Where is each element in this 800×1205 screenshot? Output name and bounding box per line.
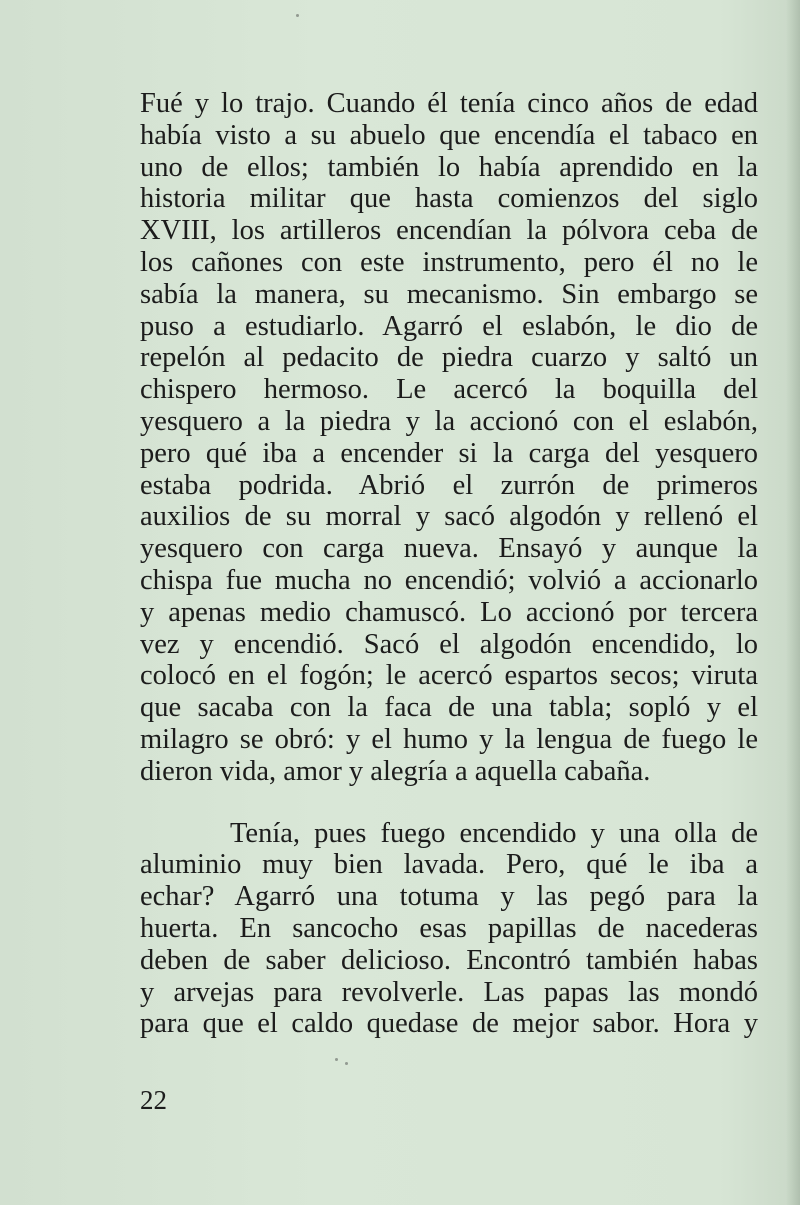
text-line: chispa fue mucha no encendió; volvió a accionarlo (140, 564, 758, 596)
text-line: colocó en el fogón; le acercó espartos secos; viruta (140, 660, 758, 692)
text-line: aluminio muy bien lavada. Pero, qué le iba a (140, 849, 758, 881)
text-line: auxilios de su morral y sacó algodón y rellenó el (140, 501, 758, 533)
text-line: XVIII, los artilleros encendían la pólvora ceba de (140, 215, 758, 247)
paper-speck (335, 1058, 338, 1061)
paragraph (140, 88, 758, 788)
text-line: deben de saber delicioso. Encontró también habas (140, 944, 758, 976)
text-line: repelón al pedacito de piedra cuarzo y saltó un (140, 342, 758, 374)
text-line: pero qué iba a encender si la carga del yesquero (140, 437, 758, 469)
text-line: milagro se obró: y el humo y la lengua de fuego le (140, 723, 758, 755)
text-line: Fué y lo trajo. Cuando él tenía cinco años de edad (140, 88, 758, 119)
text-line: dieron vida, amor y alegría a aquella cabaña. (140, 755, 651, 787)
text-line: vez y encendió. Sacó el algodón encendido, lo (140, 628, 758, 660)
text-line: y apenas medio chamuscó. Lo accionó por tercera (140, 596, 758, 628)
text-line: huerta. En sancocho esas papillas de nacederas (140, 912, 758, 944)
paragraph (140, 818, 758, 1041)
text-line: yesquero a la piedra y la accionó con el eslabón, (140, 405, 758, 437)
text-line: Tenía, pues fuego encendido y una olla de (230, 817, 758, 849)
text-line: yesquero con carga nueva. Ensayó y aunque la (140, 533, 758, 565)
paragraph-gap (140, 788, 758, 818)
page-number: 22 (140, 1085, 167, 1115)
paper-speck (296, 14, 299, 17)
text-line: echar? Agarró una totuma y las pegó para la (140, 881, 758, 913)
text-line: uno de ellos; también lo había aprendido en la (140, 151, 758, 183)
text-line: historia militar que hasta comienzos del siglo (140, 183, 758, 215)
text-line: que sacaba con la faca de una tabla; sopló y el (140, 692, 758, 724)
body-text (140, 88, 758, 1040)
page-edge-shadow (786, 0, 800, 1205)
text-line: los cañones con este instrumento, pero él no le (140, 246, 758, 278)
text-line: puso a estudiarlo. Agarró el eslabón, le dio de (140, 310, 758, 342)
text-line: chispero hermoso. Le acercó la boquilla del (140, 374, 758, 406)
text-line: estaba podrida. Abrió el zurrón de primeros (140, 469, 758, 501)
text-line: y arvejas para revolverle. Las papas las mondó (140, 976, 758, 1008)
text-line: para que el caldo quedase de mejor sabor. Hora y (140, 1008, 758, 1040)
text-line: había visto a su abuelo que encendía el tabaco en (140, 119, 758, 151)
paper-speck (345, 1062, 348, 1065)
text-line: sabía la manera, su mecanismo. Sin embargo se (140, 278, 758, 310)
